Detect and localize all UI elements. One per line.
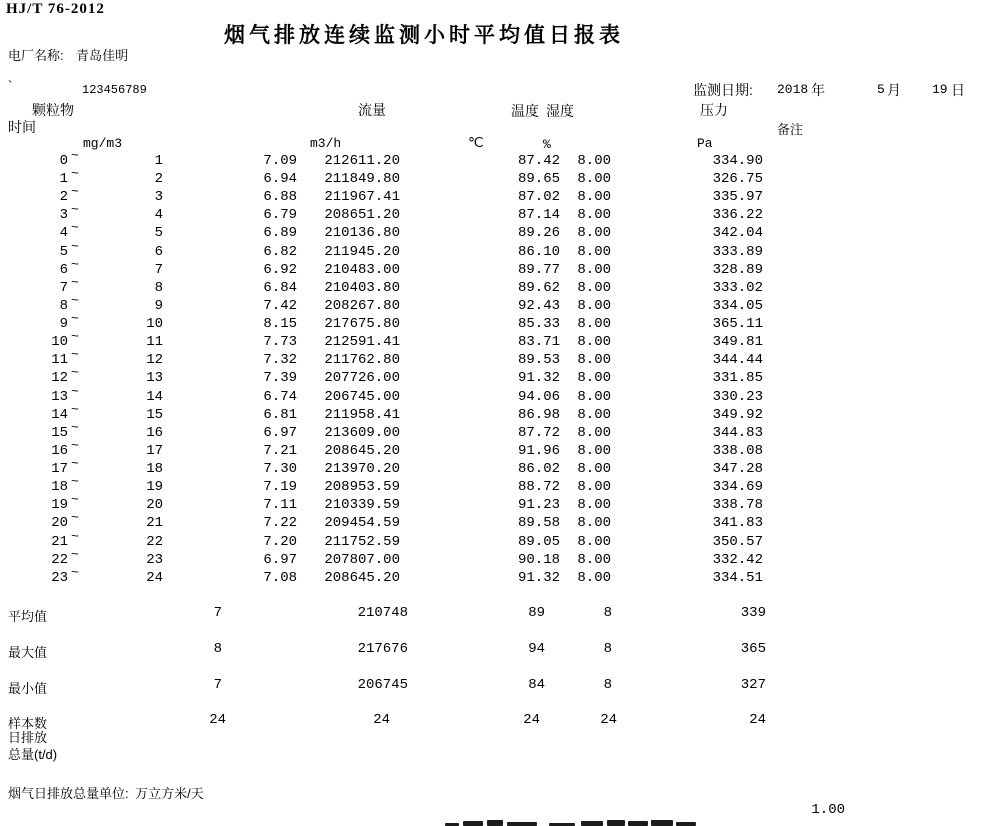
humidity-cell: 8.00 bbox=[577, 569, 611, 586]
dust-cell: 7.20 bbox=[263, 533, 297, 550]
hour-end-cell: 4 bbox=[154, 207, 163, 224]
standard-code: HJ/T 76-2012 bbox=[6, 1, 105, 17]
dust-cell: 7.09 bbox=[263, 153, 297, 169]
flow-cell: 211945.20 bbox=[324, 243, 400, 260]
temperature-cell: 89.65 bbox=[517, 171, 560, 188]
table-row bbox=[0, 347, 985, 370]
temperature-cell: 86.02 bbox=[517, 461, 560, 478]
footer-note-value: 万立方米/天 bbox=[135, 786, 204, 801]
hour-end-cell: 12 bbox=[146, 352, 163, 369]
humidity-cell: 8.00 bbox=[577, 297, 611, 314]
plant-name-line bbox=[8, 45, 128, 65]
table-row bbox=[0, 220, 985, 243]
dust-cell: 7.42 bbox=[263, 297, 297, 314]
hour-start-cell: 2 bbox=[59, 189, 68, 206]
plant-name-label: 电厂名称: bbox=[8, 48, 64, 63]
summary-dust-cell: 7 bbox=[213, 677, 222, 693]
hour-end-cell: 7 bbox=[154, 261, 163, 278]
table-row bbox=[0, 564, 985, 588]
hour-separator: ~ bbox=[71, 419, 79, 435]
table-row bbox=[0, 238, 985, 262]
dust-cell: 6.84 bbox=[263, 279, 297, 296]
summary-temperature-cell: 24 bbox=[523, 712, 540, 728]
humidity-cell: 8.00 bbox=[577, 406, 611, 423]
unit-flow: m3/h bbox=[310, 136, 342, 151]
plant-name-value: 青岛佳明 bbox=[76, 48, 129, 63]
hour-end-cell: 8 bbox=[154, 279, 163, 296]
hour-start-cell: 16 bbox=[51, 442, 68, 459]
hour-start-cell: 23 bbox=[51, 569, 68, 586]
flow-cell: 213970.20 bbox=[324, 461, 400, 478]
table-row bbox=[0, 202, 985, 225]
flow-cell: 211849.80 bbox=[324, 171, 400, 188]
flow-cell: 208645.20 bbox=[324, 569, 400, 586]
summary-flow-cell: 24 bbox=[373, 712, 390, 728]
pressure-cell: 347.28 bbox=[712, 461, 763, 478]
flow-cell: 210339.59 bbox=[324, 497, 400, 514]
flow-cell: 211752.59 bbox=[324, 533, 400, 550]
humidity-cell: 8.00 bbox=[577, 189, 611, 206]
dust-cell: 7.30 bbox=[263, 461, 297, 478]
temperature-cell: 92.43 bbox=[517, 297, 560, 314]
dust-cell: 7.73 bbox=[263, 334, 297, 351]
dust-cell: 7.21 bbox=[263, 442, 297, 459]
dust-cell: 7.08 bbox=[263, 569, 297, 586]
hour-separator: ~ bbox=[71, 510, 79, 526]
hour-start-cell: 1 bbox=[59, 171, 68, 188]
table-row bbox=[0, 546, 985, 570]
dust-cell: 7.39 bbox=[263, 370, 297, 387]
dust-cell: 6.97 bbox=[263, 424, 297, 441]
hour-separator: ~ bbox=[71, 365, 79, 381]
hour-separator: ~ bbox=[71, 492, 79, 508]
table-row bbox=[0, 184, 985, 207]
pressure-cell: 326.75 bbox=[712, 171, 763, 188]
column-remark-label: 备注 bbox=[777, 122, 804, 137]
summary-dust-cell: 7 bbox=[213, 605, 222, 621]
hour-start-cell: 9 bbox=[59, 316, 68, 333]
date-day-value: 19 bbox=[932, 82, 948, 97]
table-row bbox=[0, 456, 985, 479]
hour-start-cell: 22 bbox=[51, 551, 68, 568]
pressure-cell: 333.89 bbox=[712, 243, 763, 260]
flow-cell: 208953.59 bbox=[324, 479, 400, 496]
summary-row-label: 最小值 bbox=[8, 681, 48, 696]
column-humidity-label: 湿度 bbox=[546, 103, 574, 119]
hour-separator: ~ bbox=[71, 202, 79, 218]
flow-cell: 211967.41 bbox=[324, 189, 400, 206]
summary-flow-cell: 206745 bbox=[357, 677, 408, 693]
flow-cell: 213609.00 bbox=[324, 424, 400, 441]
humidity-cell: 8.00 bbox=[577, 316, 611, 333]
temperature-cell: 86.10 bbox=[517, 243, 560, 260]
hour-end-cell: 9 bbox=[154, 297, 163, 314]
temperature-cell: 87.02 bbox=[517, 189, 560, 206]
humidity-cell: 8.00 bbox=[577, 243, 611, 260]
dust-cell: 7.22 bbox=[263, 515, 297, 532]
summary-row-label: 平均值 bbox=[8, 609, 48, 624]
clipped-glyph-fragment bbox=[676, 822, 696, 826]
summary-pressure-cell: 24 bbox=[749, 712, 766, 728]
summary-humidity-cell: 8 bbox=[603, 641, 612, 657]
hour-start-cell: 0 bbox=[59, 153, 68, 169]
hour-start-cell: 5 bbox=[59, 243, 68, 260]
time-axis-label: 时间 bbox=[8, 119, 36, 135]
hour-separator: ~ bbox=[71, 274, 79, 290]
temperature-cell: 83.71 bbox=[517, 334, 560, 351]
dust-cell: 6.74 bbox=[263, 388, 297, 405]
summary-row bbox=[0, 712, 985, 730]
summary-flow-cell: 217676 bbox=[357, 641, 408, 657]
flow-cell: 211958.41 bbox=[324, 406, 400, 423]
pressure-cell: 330.23 bbox=[712, 388, 763, 405]
flow-cell: 212591.41 bbox=[324, 334, 400, 351]
hour-end-cell: 16 bbox=[146, 424, 163, 441]
hour-separator: ~ bbox=[71, 456, 79, 472]
pressure-cell: 328.89 bbox=[712, 261, 763, 278]
hour-start-cell: 19 bbox=[51, 497, 68, 514]
temperature-cell: 89.53 bbox=[517, 352, 560, 369]
hour-end-cell: 18 bbox=[146, 461, 163, 478]
humidity-cell: 8.00 bbox=[577, 515, 611, 532]
hour-separator: ~ bbox=[71, 311, 79, 327]
humidity-cell: 8.00 bbox=[577, 352, 611, 369]
flow-cell: 212611.20 bbox=[324, 153, 400, 169]
hour-start-cell: 17 bbox=[51, 461, 68, 478]
pressure-cell: 338.08 bbox=[712, 442, 763, 459]
monitor-date-label: 监测日期: bbox=[693, 82, 753, 98]
hour-start-cell: 7 bbox=[59, 279, 68, 296]
table-row bbox=[0, 528, 985, 552]
hour-start-cell: 12 bbox=[51, 370, 68, 387]
dust-cell: 6.89 bbox=[263, 225, 297, 242]
humidity-cell: 8.00 bbox=[577, 442, 611, 459]
pressure-cell: 334.90 bbox=[712, 153, 763, 169]
hour-start-cell: 21 bbox=[51, 533, 68, 550]
hour-start-cell: 18 bbox=[51, 479, 68, 496]
dust-cell: 6.88 bbox=[263, 189, 297, 206]
hour-start-cell: 15 bbox=[51, 424, 68, 441]
humidity-cell: 8.00 bbox=[577, 207, 611, 224]
flow-cell: 211762.80 bbox=[324, 352, 400, 369]
footer-note-label: 烟气日排放总量单位: bbox=[8, 786, 129, 801]
hour-separator: ~ bbox=[71, 401, 79, 417]
humidity-cell: 8.00 bbox=[577, 334, 611, 351]
humidity-cell: 8.00 bbox=[577, 533, 611, 550]
temperature-cell: 91.32 bbox=[517, 370, 560, 387]
table-row bbox=[0, 274, 985, 298]
humidity-cell: 8.00 bbox=[577, 370, 611, 387]
humidity-cell: 8.00 bbox=[577, 225, 611, 242]
pressure-cell: 344.83 bbox=[712, 424, 763, 441]
clipped-glyph-fragment bbox=[607, 820, 625, 826]
table-row bbox=[0, 365, 985, 388]
pressure-cell: 344.44 bbox=[712, 352, 763, 369]
humidity-cell: 8.00 bbox=[577, 153, 611, 169]
table-row bbox=[0, 492, 985, 515]
hour-separator: ~ bbox=[71, 347, 79, 363]
humidity-cell: 8.00 bbox=[577, 388, 611, 405]
hour-end-cell: 23 bbox=[146, 551, 163, 568]
table-row bbox=[0, 256, 985, 280]
hour-separator: ~ bbox=[71, 238, 79, 254]
bottom-clipped-text bbox=[0, 816, 985, 826]
unit-pressure: Pa bbox=[697, 136, 713, 151]
humidity-cell: 8.00 bbox=[577, 461, 611, 478]
temperature-cell: 89.62 bbox=[517, 279, 560, 296]
hour-end-cell: 13 bbox=[146, 370, 163, 387]
unit-dust: mg/m3 bbox=[83, 136, 123, 151]
hour-end-cell: 21 bbox=[146, 515, 163, 532]
clipped-glyph-fragment bbox=[487, 820, 503, 826]
column-pressure-label: 压力 bbox=[700, 102, 728, 118]
flow-cell: 207807.00 bbox=[324, 551, 400, 568]
page-title: 烟气排放连续监测小时平均值日报表 bbox=[224, 24, 624, 47]
hour-separator: ~ bbox=[71, 383, 79, 399]
dust-cell: 6.79 bbox=[263, 207, 297, 224]
hour-separator: ~ bbox=[71, 564, 79, 580]
flow-cell: 210403.80 bbox=[324, 279, 400, 296]
date-month-unit: 月 bbox=[887, 82, 901, 98]
summary-pressure-cell: 339 bbox=[740, 605, 766, 621]
dust-cell: 6.92 bbox=[263, 261, 297, 278]
summary-row bbox=[0, 641, 985, 659]
flow-cell: 209454.59 bbox=[324, 515, 400, 532]
hour-end-cell: 20 bbox=[146, 497, 163, 514]
flow-cell: 210483.00 bbox=[324, 261, 400, 278]
humidity-cell: 8.00 bbox=[577, 551, 611, 568]
hour-start-cell: 10 bbox=[51, 334, 68, 351]
column-temperature-label: 温度 bbox=[511, 103, 539, 119]
temperature-cell: 87.14 bbox=[517, 207, 560, 224]
unit-temperature: ℃ bbox=[468, 134, 484, 150]
flow-cell: 217675.80 bbox=[324, 316, 400, 333]
dust-cell: 6.94 bbox=[263, 171, 297, 188]
dust-cell: 6.82 bbox=[263, 243, 297, 260]
hour-separator: ~ bbox=[71, 528, 79, 544]
hour-end-cell: 5 bbox=[154, 225, 163, 242]
pressure-cell: 334.51 bbox=[712, 569, 763, 586]
pressure-cell: 350.57 bbox=[712, 533, 763, 550]
summary-flow-cell: 210748 bbox=[357, 605, 408, 621]
table-row bbox=[0, 419, 985, 443]
clipped-glyph-fragment bbox=[581, 821, 603, 826]
flow-cell: 207726.00 bbox=[324, 370, 400, 387]
hour-separator: ~ bbox=[71, 329, 79, 345]
hour-end-cell: 22 bbox=[146, 533, 163, 550]
summary-dust-cell: 8 bbox=[213, 641, 222, 657]
table-row bbox=[0, 329, 985, 352]
clipped-glyph-fragment bbox=[463, 821, 483, 826]
temperature-cell: 91.96 bbox=[517, 442, 560, 459]
temperature-cell: 88.72 bbox=[517, 479, 560, 496]
footer-total-value: 1.00 bbox=[811, 802, 845, 818]
pressure-cell: 334.69 bbox=[712, 479, 763, 496]
flow-cell: 210136.80 bbox=[324, 225, 400, 242]
monitor-date-line bbox=[0, 80, 985, 96]
summary-row-label: 最大值 bbox=[8, 645, 48, 660]
hour-end-cell: 1 bbox=[154, 153, 163, 169]
hour-separator: ~ bbox=[71, 256, 79, 272]
hour-end-cell: 10 bbox=[146, 316, 163, 333]
summary-pressure-cell: 365 bbox=[740, 641, 766, 657]
pressure-cell: 334.05 bbox=[712, 297, 763, 314]
humidity-cell: 8.00 bbox=[577, 497, 611, 514]
humidity-cell: 8.00 bbox=[577, 279, 611, 296]
date-month-value: 5 bbox=[877, 82, 885, 97]
summary-row bbox=[0, 605, 985, 623]
dust-cell: 7.32 bbox=[263, 352, 297, 369]
hour-start-cell: 3 bbox=[59, 207, 68, 224]
hour-start-cell: 14 bbox=[51, 406, 68, 423]
hour-separator: ~ bbox=[71, 292, 79, 308]
daily-emission-label-line1: 日排放 bbox=[8, 730, 48, 745]
hour-start-cell: 20 bbox=[51, 515, 68, 532]
dust-cell: 7.19 bbox=[263, 479, 297, 496]
pressure-cell: 365.11 bbox=[712, 316, 763, 333]
summary-row bbox=[0, 677, 985, 695]
unit-humidity: % bbox=[543, 137, 551, 152]
hour-end-cell: 14 bbox=[146, 388, 163, 405]
flow-cell: 208267.80 bbox=[324, 297, 400, 314]
summary-pressure-cell: 327 bbox=[740, 677, 766, 693]
clipped-glyph-fragment bbox=[628, 821, 648, 826]
hour-separator: ~ bbox=[71, 184, 79, 200]
hour-end-cell: 19 bbox=[146, 479, 163, 496]
dust-cell: 8.15 bbox=[263, 316, 297, 333]
footer-note-line bbox=[8, 783, 204, 803]
temperature-cell: 87.42 bbox=[517, 153, 560, 169]
pressure-cell: 342.04 bbox=[712, 225, 763, 242]
table-row bbox=[0, 401, 985, 425]
hour-end-cell: 24 bbox=[146, 569, 163, 586]
hour-end-cell: 6 bbox=[154, 243, 163, 260]
flow-cell: 208645.20 bbox=[324, 442, 400, 459]
hour-start-cell: 6 bbox=[59, 261, 68, 278]
table-row bbox=[0, 437, 985, 461]
temperature-cell: 90.18 bbox=[517, 551, 560, 568]
serial-number: 123456789 bbox=[82, 83, 147, 97]
humidity-cell: 8.00 bbox=[577, 171, 611, 188]
table-row bbox=[0, 474, 985, 497]
tick-mark: ` bbox=[8, 78, 13, 93]
humidity-cell: 8.00 bbox=[577, 424, 611, 441]
summary-row-label: 样本数 bbox=[8, 716, 48, 731]
flow-cell: 208651.20 bbox=[324, 207, 400, 224]
hour-separator: ~ bbox=[71, 474, 79, 490]
pressure-cell: 331.85 bbox=[712, 370, 763, 387]
summary-temperature-cell: 89 bbox=[528, 605, 545, 621]
pressure-cell: 335.97 bbox=[712, 189, 763, 206]
temperature-cell: 94.06 bbox=[517, 388, 560, 405]
column-flow-label: 流量 bbox=[358, 102, 386, 118]
humidity-cell: 8.00 bbox=[577, 261, 611, 278]
flow-cell: 206745.00 bbox=[324, 388, 400, 405]
pressure-cell: 338.78 bbox=[712, 497, 763, 514]
column-dust-label: 颗粒物 bbox=[32, 102, 74, 118]
hour-separator: ~ bbox=[71, 546, 79, 562]
pressure-cell: 349.92 bbox=[712, 406, 763, 423]
hour-end-cell: 3 bbox=[154, 189, 163, 206]
hour-start-cell: 4 bbox=[59, 225, 68, 242]
table-row bbox=[0, 166, 985, 189]
summary-temperature-cell: 94 bbox=[528, 641, 545, 657]
hour-separator: ~ bbox=[71, 166, 79, 182]
summary-humidity-cell: 24 bbox=[600, 712, 617, 728]
clipped-glyph-fragment bbox=[651, 820, 673, 826]
temperature-cell: 89.58 bbox=[517, 515, 560, 532]
temperature-cell: 87.72 bbox=[517, 424, 560, 441]
temperature-cell: 91.32 bbox=[517, 569, 560, 586]
hour-start-cell: 8 bbox=[59, 297, 68, 314]
dust-cell: 7.11 bbox=[263, 497, 297, 514]
table-row bbox=[0, 311, 985, 334]
table-row bbox=[0, 383, 985, 407]
hour-end-cell: 11 bbox=[146, 334, 163, 351]
pressure-cell: 332.42 bbox=[712, 551, 763, 568]
hour-end-cell: 15 bbox=[146, 406, 163, 423]
pressure-cell: 341.83 bbox=[712, 515, 763, 532]
summary-dust-cell: 24 bbox=[209, 712, 226, 728]
temperature-cell: 86.98 bbox=[517, 406, 560, 423]
table-row bbox=[0, 510, 985, 533]
humidity-cell: 8.00 bbox=[577, 479, 611, 496]
table-row bbox=[0, 292, 985, 316]
summary-humidity-cell: 8 bbox=[603, 677, 612, 693]
summary-humidity-cell: 8 bbox=[603, 605, 612, 621]
dust-cell: 6.81 bbox=[263, 406, 297, 423]
temperature-cell: 89.77 bbox=[517, 261, 560, 278]
dust-cell: 6.97 bbox=[263, 551, 297, 568]
hour-separator: ~ bbox=[71, 437, 79, 453]
temperature-cell: 91.23 bbox=[517, 497, 560, 514]
temperature-cell: 85.33 bbox=[517, 316, 560, 333]
hour-separator: ~ bbox=[71, 148, 79, 163]
hour-end-cell: 17 bbox=[146, 442, 163, 459]
hour-start-cell: 11 bbox=[51, 352, 68, 369]
clipped-glyph-fragment bbox=[507, 822, 537, 826]
hour-separator: ~ bbox=[71, 220, 79, 236]
temperature-cell: 89.05 bbox=[517, 533, 560, 550]
hour-end-cell: 2 bbox=[154, 171, 163, 188]
hour-start-cell: 13 bbox=[51, 388, 68, 405]
temperature-cell: 89.26 bbox=[517, 225, 560, 242]
table-row bbox=[0, 148, 985, 171]
pressure-cell: 333.02 bbox=[712, 279, 763, 296]
pressure-cell: 336.22 bbox=[712, 207, 763, 224]
date-year-unit: 年 bbox=[811, 82, 825, 98]
daily-emission-label-line2: 总量(t/d) bbox=[8, 747, 58, 762]
date-day-unit: 日 bbox=[951, 82, 965, 98]
pressure-cell: 349.81 bbox=[712, 334, 763, 351]
date-year-value: 2018 bbox=[777, 82, 809, 97]
summary-temperature-cell: 84 bbox=[528, 677, 545, 693]
